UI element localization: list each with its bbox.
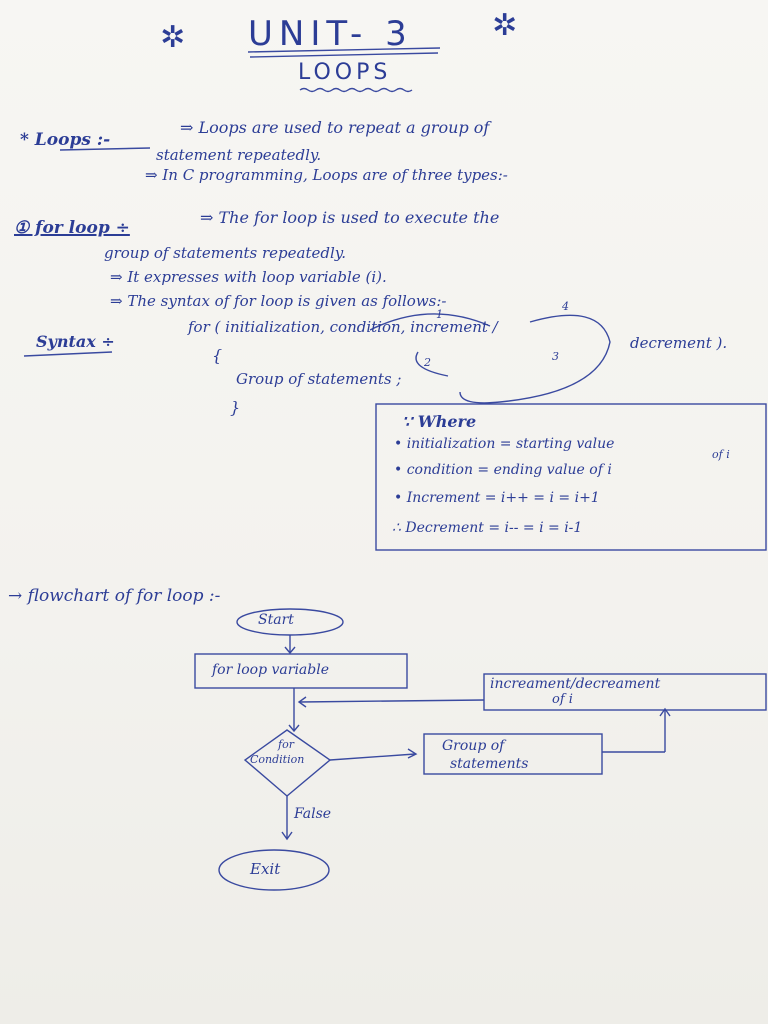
- flow-false-label: False: [294, 806, 332, 822]
- flow-group-line-2: statements: [450, 756, 529, 772]
- star-left-icon: ✲: [160, 20, 186, 55]
- where-note-of-i: of i: [712, 448, 730, 461]
- intro-line-2: statement repeatedly.: [156, 146, 322, 164]
- where-item-3: • Increment = i++ = i = i+1: [394, 490, 600, 506]
- syntax-open-brace: {: [212, 346, 223, 365]
- flow-condition: Condition: [250, 753, 305, 766]
- flow-condition-top: for: [278, 738, 294, 751]
- flow-loop-variable: for loop variable: [212, 662, 329, 678]
- for-loop-line-2: group of statements repeatedly.: [104, 244, 347, 262]
- for-loop-heading: ① for loop ÷: [14, 218, 130, 238]
- syntax-line-1: for ( initialization, condition, increment /: [188, 318, 498, 336]
- syntax-body: Group of statements ;: [236, 370, 402, 388]
- syntax-label: Syntax ÷: [36, 332, 115, 351]
- for-loop-line-1: ⇒ The for loop is used to execute the: [200, 208, 500, 227]
- for-loop-line-3: ⇒ It expresses with loop variable (i).: [110, 268, 387, 286]
- flow-group-line-1: Group of: [442, 738, 505, 754]
- where-item-2: • condition = ending value of i: [394, 462, 612, 478]
- for-loop-line-4: ⇒ The syntax of for loop is given as follows:-: [110, 292, 447, 310]
- syntax-line-2: decrement ).: [630, 334, 728, 352]
- intro-line-3: ⇒ In C programming, Loops are of three types:-: [145, 166, 508, 184]
- step-mark-4: 4: [562, 300, 569, 313]
- step-mark-1: 1: [436, 308, 443, 321]
- step-mark-2: 2: [424, 356, 431, 369]
- where-heading: ∵ Where: [402, 412, 477, 431]
- page-title: UNIT- 3: [248, 14, 413, 54]
- syntax-close-brace: }: [230, 398, 241, 417]
- star-right-icon: ✲: [492, 8, 518, 43]
- flow-inc-line-1: increament/decreament: [490, 676, 661, 692]
- where-item-1: • initialization = starting value: [394, 436, 615, 452]
- page-subtitle: LOOPS: [298, 60, 392, 85]
- flow-start: Start: [258, 612, 294, 628]
- intro-line-1: ⇒ Loops are used to repeat a group of: [180, 118, 490, 137]
- where-item-4: ∴ Decrement = i-- = i = i-1: [392, 520, 583, 536]
- flow-inc-line-2: of i: [552, 692, 573, 707]
- loops-label: * Loops :-: [20, 130, 111, 150]
- step-mark-3: 3: [552, 350, 559, 363]
- flowchart-heading: → flowchart of for loop :-: [8, 586, 221, 606]
- flow-exit: Exit: [250, 860, 281, 878]
